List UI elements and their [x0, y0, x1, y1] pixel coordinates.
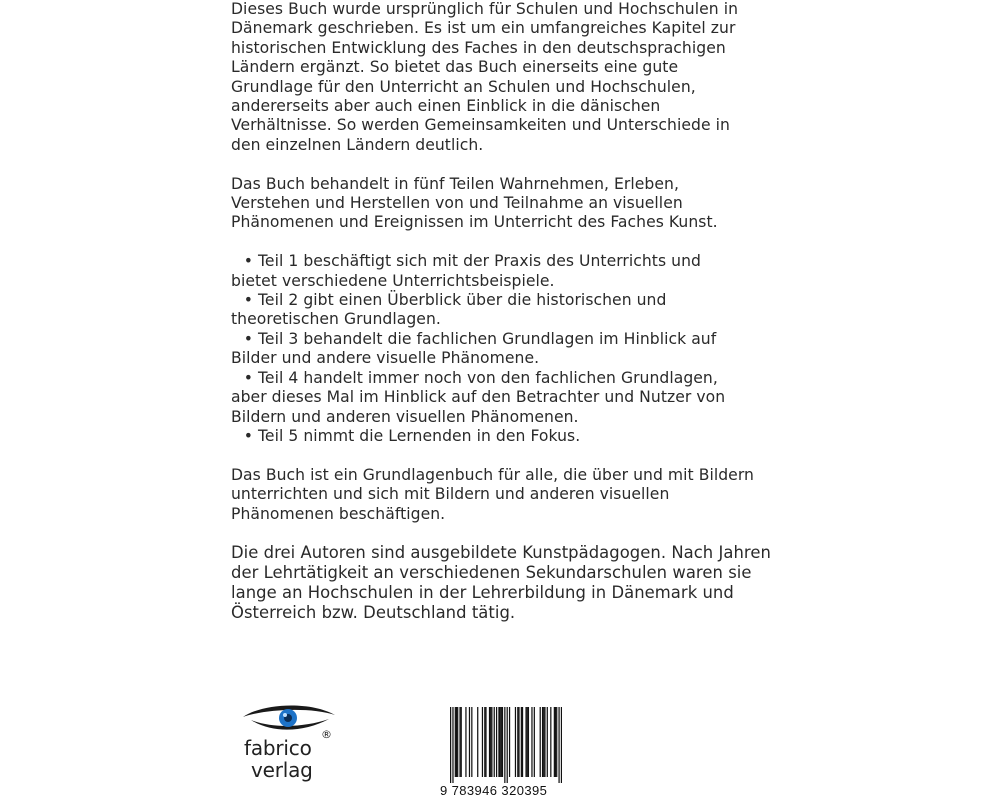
publisher-logo [241, 703, 337, 791]
barcode-bar [455, 707, 456, 777]
barcode-bar [456, 707, 457, 777]
publisher-name-line1: fabrico [244, 736, 312, 760]
barcode-bar [540, 707, 541, 777]
barcode-bar [502, 707, 503, 777]
isbn-barcode [440, 707, 566, 800]
audience-paragraph: Das Buch ist ein Grundlagenbuch für alle, die über und mit Bildern unterrichten und sich mit Bildern und anderen visuellen Phänomenen beschäftigen. [231, 465, 754, 523]
bullet-icon: • [243, 368, 253, 387]
barcode-bar [543, 707, 544, 777]
barcode-bar [452, 707, 453, 783]
barcode-bar [522, 707, 523, 777]
barcode-bar [491, 707, 492, 777]
list-item-text: Teil 2 gibt einen Überblick über die historischen und theoretischen Grundlagen. [231, 291, 667, 329]
barcode-bar [544, 707, 545, 777]
barcode-bar [517, 707, 518, 777]
barcode-bar [556, 707, 557, 777]
barcode-bar [515, 707, 516, 777]
barcode-bar [528, 707, 529, 777]
barcode-bar [490, 707, 491, 777]
list-item [231, 427, 791, 446]
structure-paragraph: Das Buch behandelt in fünf Teilen Wahrnehmen, Erleben, Verstehen und Herstellen von und Teilnahme an visuellen Phänomenen und Ereignissen im Unterricht des Faches Kunst. [231, 174, 718, 232]
barcode-bar [482, 707, 483, 777]
barcode-bar [459, 707, 460, 777]
barcode-bar [555, 707, 556, 777]
barcode-bar [525, 707, 526, 777]
parts-list [231, 252, 791, 446]
barcode-bar [484, 707, 485, 777]
barcode-bar [527, 707, 528, 777]
barcode-bar [494, 707, 495, 777]
bullet-icon: • [243, 291, 253, 310]
barcode-bar [550, 707, 551, 777]
barcode-bar [561, 707, 562, 783]
bullet-icon: • [243, 329, 253, 348]
barcode-number: 9 783946 320395 [440, 783, 548, 798]
list-item-text: Teil 4 handelt immer noch von den fachlichen Grundlagen, aber dieses Mal im Hinblick auf den Betrachter und Nutzer von Bildern und anderen visuellen Phänomenen. [231, 368, 726, 426]
barcode-bar [547, 707, 548, 777]
barcode-bar [521, 707, 522, 777]
registered-mark: ® [321, 728, 332, 741]
list-item [231, 369, 791, 427]
barcode-bar [558, 707, 559, 783]
back-cover-text [231, 0, 791, 623]
list-item-text: Teil 5 nimmt die Lernenden in den Fokus. [258, 426, 581, 445]
barcode-bar [465, 707, 466, 777]
barcode-bar [457, 707, 458, 777]
barcode-bar [504, 707, 505, 783]
barcode-bar [489, 707, 490, 777]
barcode-bar [461, 707, 462, 777]
barcode-bar [498, 707, 499, 777]
barcode-bar [534, 707, 535, 777]
barcode-bar [531, 707, 532, 777]
bullet-icon: • [243, 252, 253, 271]
list-item-text: Teil 3 behandelt die fachlichen Grundlagen im Hinblick auf Bilder und andere visuelle Phänomene. [231, 329, 717, 368]
barcode-bar [500, 707, 501, 777]
barcode-bar [554, 707, 555, 777]
barcode-bar [469, 707, 470, 777]
barcode-bar [542, 707, 543, 777]
barcode-bar [509, 707, 510, 777]
barcode-bar [496, 707, 497, 777]
barcode-bar [477, 707, 478, 777]
bullet-icon: • [243, 426, 253, 445]
intro-paragraph: Dieses Buch wurde ursprünglich für Schulen und Hochschulen in Dänemark geschrieben. Es ist um ein umfangreiches Kapitel zur historischen Entwicklung des Faches in den deutschsprachigen Ländern ergänzt. So bietet das Buch einerseits eine gute Grundlage für den Unterricht an Schulen und Hochschulen, andererseits aber auch einen Einblick in die dänischen Verhältnisse. So werden Gemeinsamkeiten und Unterschiede in den einzelnen Ländern deutlich. [231, 0, 739, 154]
barcode-bar [507, 707, 508, 783]
list-item [231, 252, 791, 291]
barcode-bar [518, 707, 519, 777]
list-item [231, 291, 791, 330]
publisher-name-line2: verlag [251, 758, 313, 782]
authors-paragraph: Die drei Autoren sind ausgebildete Kunstpädagogen. Nach Jahren der Lehrtätigkeit an verschiedenen Sekundarschulen waren sie lange an Hochschulen in der Lehrerbildung in Dänemark und Österreich bzw. Deutschland tätig. [231, 543, 771, 623]
list-item-text: Teil 1 beschäftigt sich mit der Praxis des Unterrichts und bietet verschiedene Unterrichtsbeispiele. [231, 252, 701, 290]
barcode-bar [450, 707, 451, 783]
barcode-bar [471, 707, 472, 777]
barcode-bar [485, 707, 486, 777]
barcode-bars [450, 707, 562, 783]
list-item [231, 330, 791, 369]
barcode-bar [501, 707, 502, 777]
